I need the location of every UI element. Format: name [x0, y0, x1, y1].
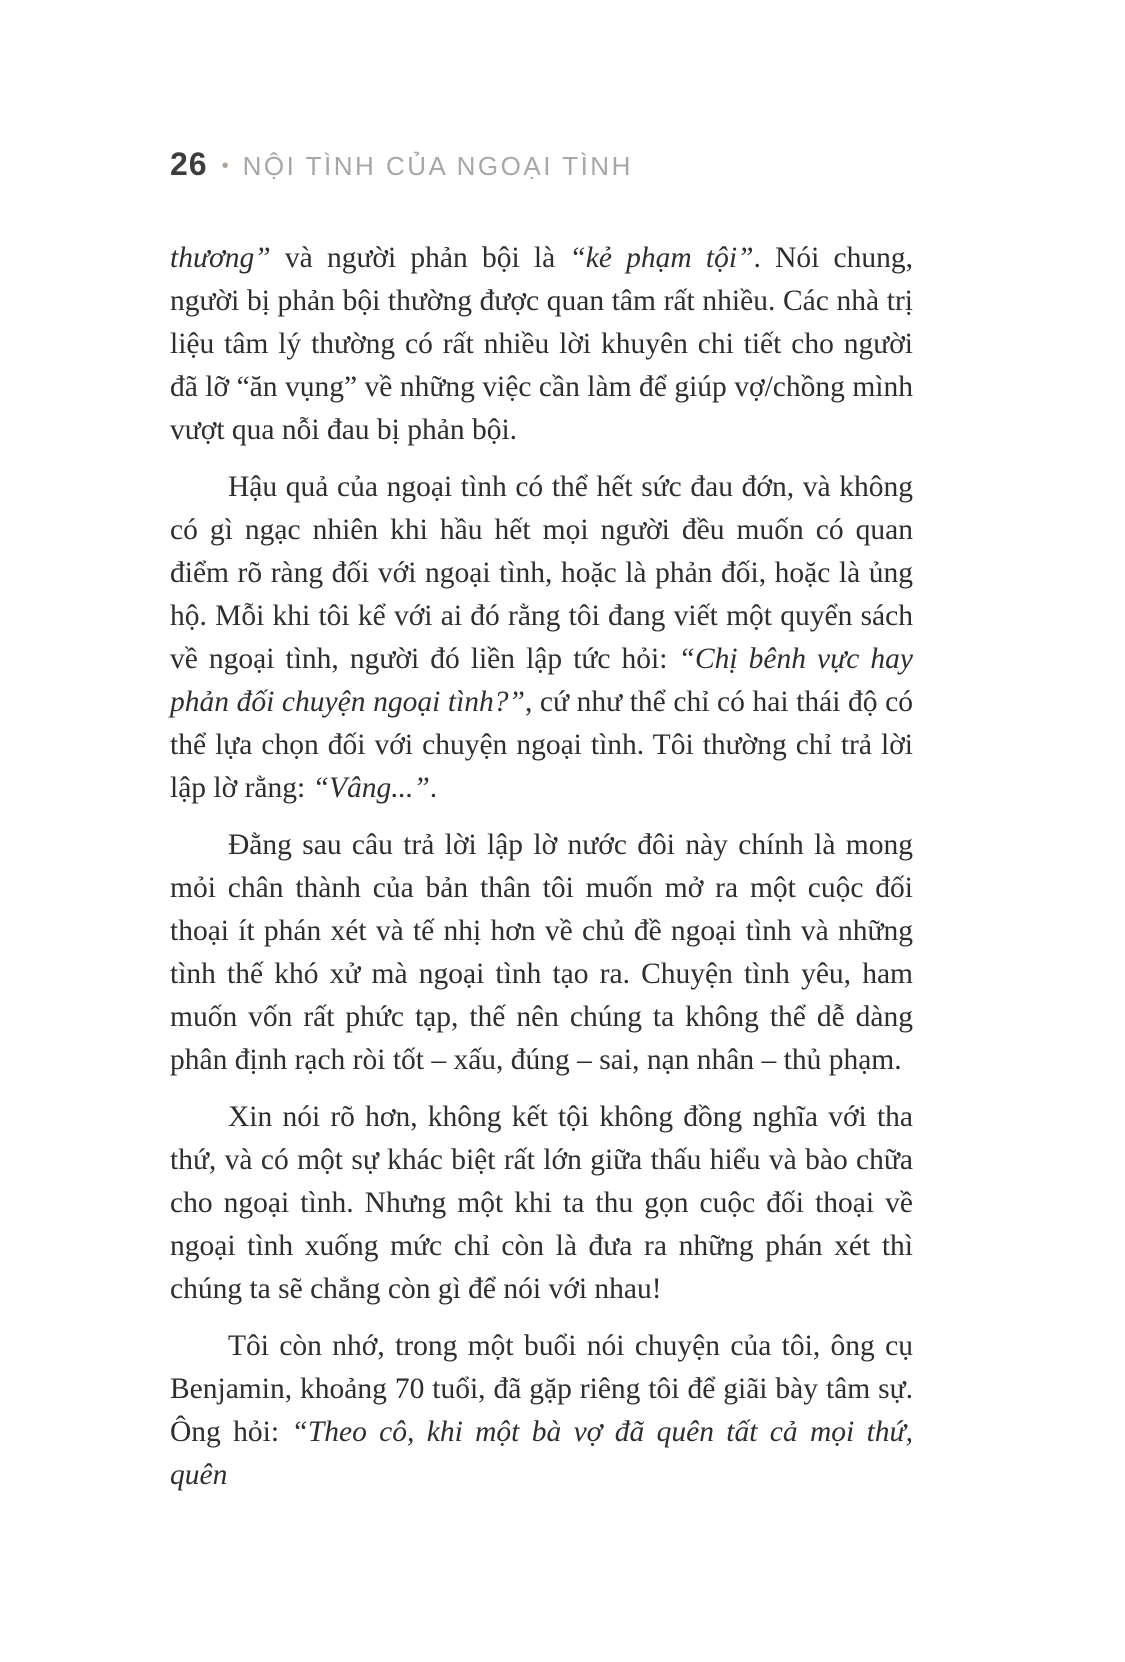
- text-segment: Tôi còn nhớ, trong một buổi nói chuyện của tôi, ông cụ Benjamin, khoảng 70 tuổi, đã gặp riêng tôi để giãi bày tâm sự. Ông hỏi:: [170, 1330, 913, 1448]
- text-segment: Xin nói rõ hơn, không kết tội không đồng nghĩa với tha thứ, và có một sự khác biệt rất lớn giữa thấu hiểu và bào chữa cho ngoại tình. Nhưng một khi ta thu gọn cuộc đối thoại về ngoại tình xuống mức chỉ còn là đưa ra những phán xét thì chúng ta sẽ chẳng còn gì để nói với nhau!: [170, 1101, 913, 1305]
- text-segment: Đằng sau câu trả lời lập lờ nước đôi này chính là mong mỏi chân thành của bản thân tôi muốn mở ra một cuộc đối thoại ít phán xét và tế nhị hơn về chủ đề ngoại tình và những tình thế khó xử mà ngoại tình tạo ra. Chuyện tình yêu, ham muốn vốn rất phức tạp, thế nên chúng ta không thể dễ dàng phân định rạch ròi tốt – xấu, đúng – sai, nạn nhân – thủ phạm.: [170, 829, 913, 1076]
- page-header: [170, 146, 913, 183]
- running-head-title: NỘI TÌNH CỦA NGOẠI TÌNH: [242, 151, 633, 181]
- paragraph: [170, 1325, 913, 1497]
- text-segment-italic: “kẻ phạm tội”: [569, 242, 754, 274]
- text-segment: , cứ như thể chỉ có hai thái độ có thể lựa chọn đối với chuyện ngoại tình. Tôi thường chỉ trả lời lập lờ rằng:: [170, 686, 913, 804]
- text-segment-italic: “Chị bênh vực hay phản đối chuyện ngoại tình?”: [170, 643, 913, 718]
- paragraph: [170, 466, 913, 810]
- text-segment: . Nói chung, người bị phản bội thường được quan tâm rất nhiều. Các nhà trị liệu tâm lý thường có rất nhiều lời khuyên chi tiết cho người đã lỡ “ăn vụng” về những việc cần làm để giúp vợ/chồng mình vượt qua nỗi đau bị phản bội.: [170, 242, 913, 446]
- text-segment: Hậu quả của ngoại tình có thể hết sức đau đớn, và không có gì ngạc nhiên khi hầu hết mọi người đều muốn có quan điểm rõ ràng đối với ngoại tình, hoặc là phản đối, hoặc là ủng hộ. Mỗi khi tôi kể với ai đó rằng tôi đang viết một quyển sách về ngoại tình, người đó liền lập tức hỏi:: [170, 471, 913, 675]
- text-segment-italic: “Theo cô, khi một bà vợ đã quên tất cả mọi thứ, quên: [170, 1416, 913, 1491]
- text-segment: và người phản bội là: [270, 242, 570, 274]
- paragraph: [170, 237, 913, 452]
- paragraph: [170, 1096, 913, 1311]
- text-segment-italic: “Vâng...”: [312, 772, 430, 804]
- text-segment-italic: thương”: [170, 242, 271, 274]
- page-body: [170, 237, 913, 1497]
- text-segment: .: [429, 772, 438, 804]
- page-number: 26: [170, 146, 208, 182]
- paragraph: [170, 824, 913, 1082]
- bullet-separator-icon: •: [221, 155, 229, 177]
